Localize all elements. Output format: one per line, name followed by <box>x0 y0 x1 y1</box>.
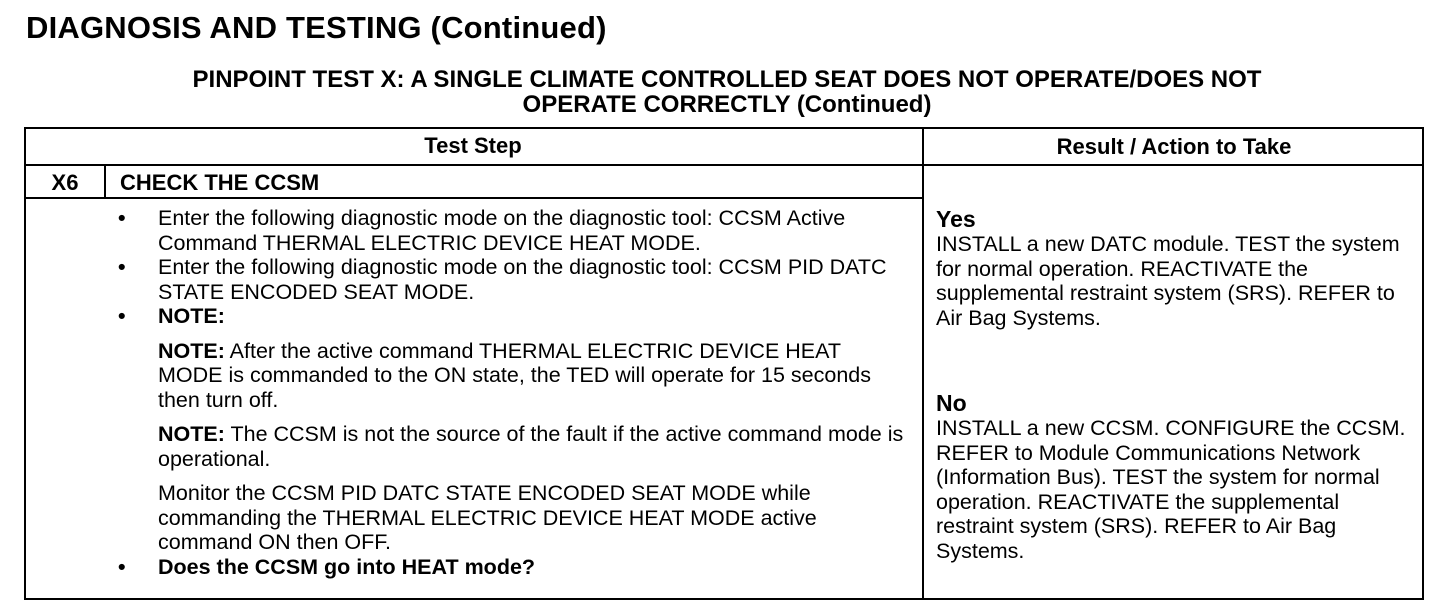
header-result-action: Result / Action to Take <box>1056 134 1292 159</box>
bullet-icon: • <box>118 206 126 230</box>
note-label: NOTE: <box>158 422 225 446</box>
header-test-step: Test Step <box>424 133 522 158</box>
list-item <box>118 206 908 255</box>
note-text: After the active command THERMAL ELECTRIC DEVICE HEAT MODE is commanded to the ON state, the TED will operate for 15 seconds then turn off. <box>158 338 872 412</box>
note-text: The CCSM is not the source of the fault if the active command mode is operational. <box>158 422 904 471</box>
bullet-icon: • <box>118 554 126 579</box>
step-id: X6 <box>51 170 79 195</box>
step-title: CHECK THE CCSM <box>120 170 320 195</box>
page-heading: DIAGNOSIS AND TESTING (Continued) <box>26 10 607 45</box>
result-no-label: No <box>936 390 967 416</box>
list-item <box>118 555 908 580</box>
list-item <box>118 255 908 304</box>
result-yes-action: INSTALL a new DATC module. TEST the system for normal operation. REACTIVATE the supplemental restraint system (SRS). REFER to Air Bag Systems. <box>936 232 1400 330</box>
list-item <box>118 304 908 329</box>
bullet-icon: • <box>118 304 126 328</box>
bullet-icon: • <box>118 255 126 279</box>
pinpoint-test-title-line2: OPERATE CORRECTLY (Continued) <box>522 91 932 118</box>
pinpoint-test-title-line1: PINPOINT TEST X: A SINGLE CLIMATE CONTROLLED SEAT DOES NOT OPERATE/DOES NOT <box>192 66 1262 93</box>
step-id-divider <box>104 164 106 198</box>
header-divider <box>24 164 1424 166</box>
result-no-action: INSTALL a new CCSM. CONFIGURE the CCSM. REFER to Module Communications Network (Information Bus). TEST the system for normal operation. REACTIVATE the supplemental restraint system (SRS). REFER to Air Bag Systems. <box>936 416 1406 563</box>
step-instruction: Enter the following diagnostic mode on the diagnostic tool: CCSM PID DATC STATE ENCODED SEAT MODE. <box>158 255 887 304</box>
test-question: Does the CCSM go into HEAT mode? <box>158 554 536 579</box>
step-row-divider <box>24 197 923 199</box>
step-instruction: Enter the following diagnostic mode on the diagnostic tool: CCSM Active Command THERMAL ELECTRIC DEVICE HEAT MODE. <box>158 206 846 255</box>
result-no <box>936 390 1422 563</box>
note-block <box>118 422 908 471</box>
note-heading: NOTE: <box>158 304 225 328</box>
test-step-instructions <box>118 206 908 579</box>
result-yes-label: Yes <box>936 206 976 232</box>
note-label: NOTE: <box>158 338 225 363</box>
pinpoint-test-title <box>40 67 1414 117</box>
result-yes <box>936 206 1422 330</box>
note-block <box>118 339 908 413</box>
monitor-instruction: Monitor the CCSM PID DATC STATE ENCODED SEAT MODE while commanding the THERMAL ELECTRIC DEVICE HEAT MODE active command ON then OFF. <box>158 481 817 554</box>
